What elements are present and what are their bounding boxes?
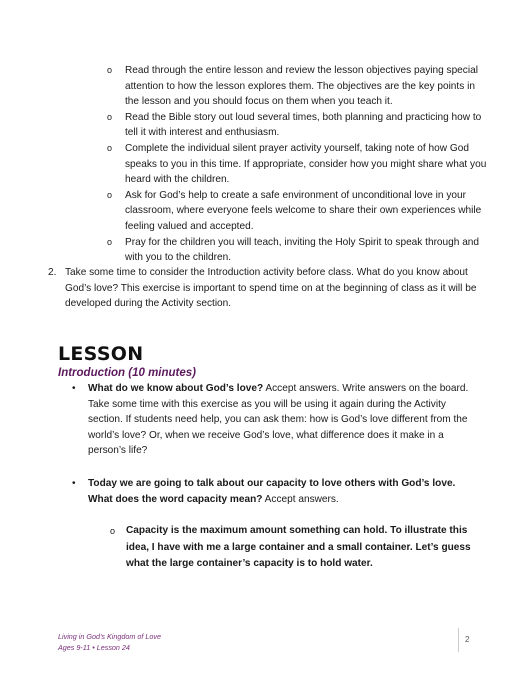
hollow-bullet-icon: o bbox=[107, 142, 113, 153]
hollow-bullet-icon: o bbox=[107, 65, 113, 75]
list-item-text: Read the Bible story out loud several times, both planning and practicing how to tell it with interest and enthusiasm. bbox=[125, 111, 482, 139]
nested-list-item bbox=[110, 523, 476, 573]
list-item-text: Pray for the children you will teach, inviting the Holy Spirit to speak through and with you to the children. bbox=[125, 236, 480, 264]
preparation-sublist bbox=[107, 63, 487, 266]
list-item-text: Ask for God’s help to create a safe environment of unconditional love in your classroom, where everyone feels welcome to share their own experiences while feeling valued and accepted. bbox=[125, 189, 482, 232]
hollow-bullet-icon: o bbox=[107, 189, 113, 200]
footer-divider bbox=[458, 628, 459, 652]
numbered-list-item bbox=[48, 265, 478, 312]
list-item bbox=[107, 110, 487, 141]
footer-subtitle: Ages 9-11 • Lesson 24 bbox=[58, 642, 130, 652]
list-item bbox=[107, 63, 487, 110]
page-number: 2 bbox=[465, 635, 470, 644]
subsection-heading: Introduction (10 minutes) bbox=[58, 367, 196, 379]
hollow-bullet-icon: o bbox=[107, 111, 113, 122]
hollow-bullet-icon: o bbox=[110, 526, 116, 536]
list-item bbox=[107, 235, 487, 266]
bullet-icon: • bbox=[72, 478, 76, 489]
list-item-text: Take some time to consider the Introduction activity before class. What do you know about God’s love? This exercise is important to spend time on at the beginning of class as it will be developed during the Activity section. bbox=[65, 267, 477, 310]
page-footer bbox=[58, 632, 161, 653]
list-number: 2. bbox=[48, 267, 57, 278]
list-item-text: Read through the entire lesson and review the lesson objectives paying special attention to how the lesson explores them. The objectives are the key points in the lesson and you should focus on them when you teach it. bbox=[125, 65, 478, 108]
bullet-bold-text: What do we know about God’s love? bbox=[88, 383, 264, 394]
section-heading: LESSON bbox=[58, 343, 144, 365]
list-item bbox=[107, 188, 487, 235]
hollow-bullet-icon: o bbox=[107, 236, 113, 247]
list-item bbox=[107, 141, 487, 188]
bullet-text: Accept answers. Write answers on the board. Take some time with this exercise as you will be using it again during the Activity section. If students need help, you can ask them: how is God’s love different from the world’s love? Or, when we receive God’s love, what difference does it make in a person’s life? bbox=[88, 383, 469, 457]
bullet-list-item bbox=[72, 476, 478, 507]
bullet-list-item bbox=[72, 381, 478, 459]
bullet-icon: • bbox=[72, 383, 76, 394]
list-item-text: Capacity is the maximum amount something can hold. To illustrate this idea, I have with me a large container and a small container. Let’s guess what the large container’s capacity is to hold water. bbox=[126, 525, 471, 569]
footer-title: Living in God’s Kingdom of Love bbox=[58, 632, 161, 641]
bullet-text: Accept answers. bbox=[262, 493, 339, 505]
bullet-bold-text: Today we are going to talk about our capacity to love others with God’s love. What does the word capacity mean? bbox=[88, 478, 456, 505]
list-item-text: Complete the individual silent prayer activity yourself, taking note of how God speaks to you in this time. If appropriate, consider how you might share what you heard with the children. bbox=[125, 142, 487, 186]
